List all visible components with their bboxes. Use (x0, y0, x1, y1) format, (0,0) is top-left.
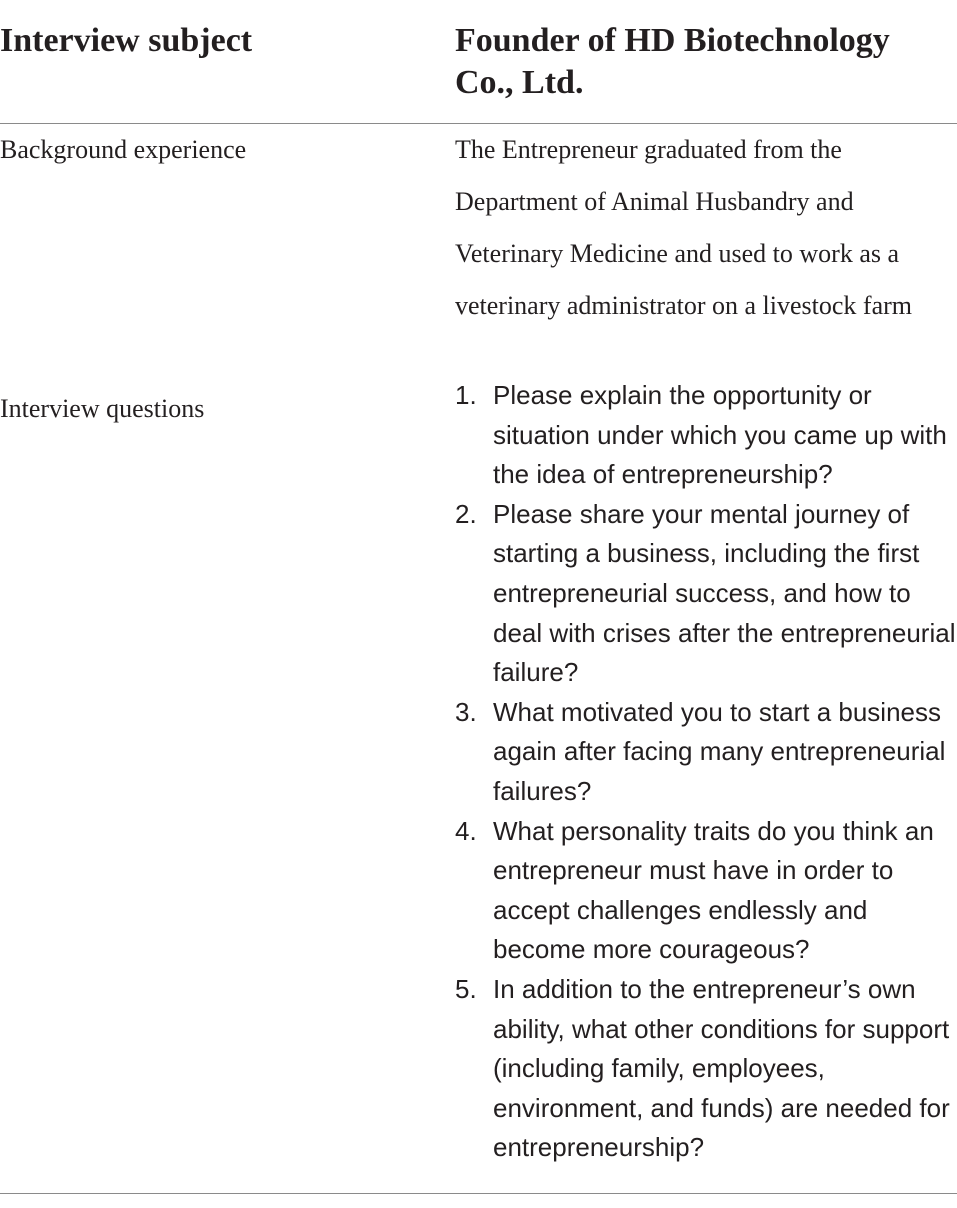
list-item (455, 812, 957, 970)
label-interview-questions: Interview questions (0, 394, 205, 423)
question-text: What motivated you to start a business again after facing many entrepreneurial failures? (493, 696, 946, 806)
question-number: 5. (455, 973, 477, 1004)
question-text: In addition to the entrepreneur’s own ability, what other conditions for support (including family, employees, environment, and funds) are needed for entrepreneurship? (493, 973, 950, 1163)
question-number: 4. (455, 815, 477, 846)
question-number: 1. (455, 380, 477, 410)
list-item (455, 495, 957, 693)
question-text: Please explain the opportunity or situation under which you came up with the idea of entrepreneurship? (493, 380, 947, 490)
list-item (455, 376, 957, 495)
list-item (455, 970, 957, 1168)
label-background-experience: Background experience (0, 135, 247, 164)
question-number: 3. (455, 696, 477, 727)
background-experience-text: The Entrepreneur graduated from the Department of Animal Husbandry and Veterinary Medicine and used to work as a veterinary administrator on a livestock farm (455, 135, 913, 320)
header-founder: Founder of HD Biotechnology Co., Ltd. (455, 22, 890, 101)
header-interview-subject: Interview subject (0, 22, 253, 59)
list-item (455, 693, 957, 812)
question-number: 2. (455, 498, 477, 529)
interview-questions-list (455, 376, 957, 1168)
question-text: What personality traits do you think an entrepreneur must have in order to accept challenges endlessly and become more courageous? (493, 815, 934, 965)
table-header-row (0, 0, 957, 124)
question-text: Please share your mental journey of starting a business, including the first entrepreneurial success, and how to deal with crises after the entrepreneurial failure? (493, 498, 956, 688)
table-bottom-rule (0, 1193, 957, 1194)
